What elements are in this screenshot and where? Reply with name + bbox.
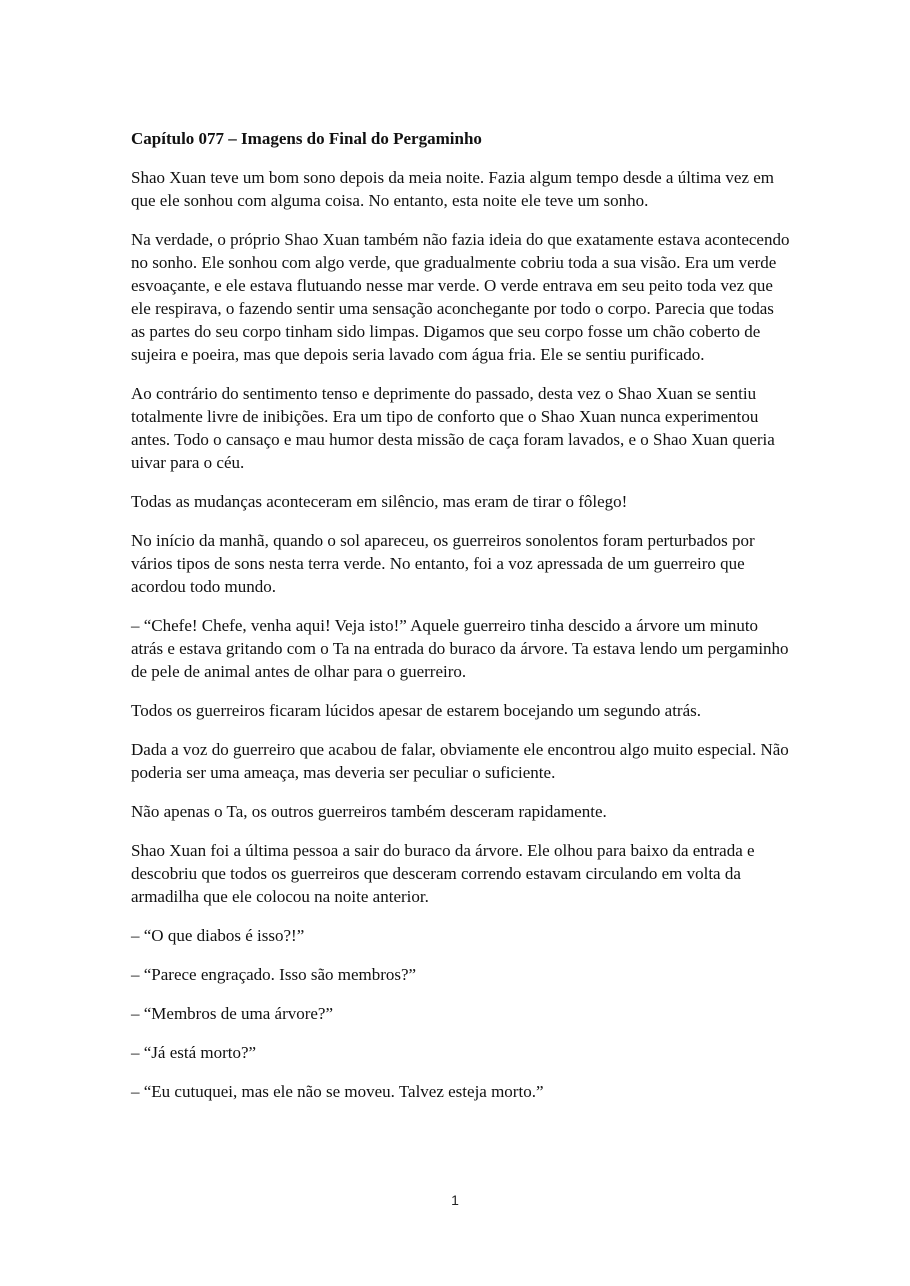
dialogue-line: – “Membros de uma árvore?” [131, 1004, 334, 1023]
paragraph: Todas as mudanças aconteceram em silêncio, mas eram de tirar o fôlego! [131, 492, 628, 511]
paragraph: Ao contrário do sentimento tenso e deprimente do passado, desta vez o Shao Xuan se sentiu totalmente livre de inibições. Era um tipo de conforto que o Shao Xuan nunca experimentou antes. Todo o cansaço e mau humor desta missão de caça foram lavados, e o Shao Xuan queria uivar para o céu. [131, 384, 775, 472]
paragraph: Na verdade, o próprio Shao Xuan também não fazia ideia do que exatamente estava acontecendo no sonho. Ele sonhou com algo verde, que gradualmente cobriu toda a sua visão. Era um verde esvoaçante, e ele estava flutuando nesse mar verde. O verde entrava em seu peito toda vez que ele respirava, o fazendo sentir uma sensação aconchegante por todo o corpo. Parecia que todas as partes do seu corpo tinham sido limpas. Digamos que seu corpo fosse um chão coberto de sujeira e poeira, mas que depois seria lavado com água fria. Ele se sentiu purificado. [131, 230, 790, 364]
document-body [131, 127, 791, 1119]
paragraph: No início da manhã, quando o sol apareceu, os guerreiros sonolentos foram perturbados por vários tipos de sons nesta terra verde. No entanto, foi a voz apressada de um guerreiro que acordou todo mundo. [131, 531, 755, 596]
chapter-title: Capítulo 077 – Imagens do Final do Pergaminho [131, 129, 482, 148]
paragraph: Não apenas o Ta, os outros guerreiros também desceram rapidamente. [131, 802, 607, 821]
dialogue-line: – “Já está morto?” [131, 1043, 257, 1062]
dialogue-line: – “O que diabos é isso?!” [131, 926, 305, 945]
dialogue-line: – “Eu cutuquei, mas ele não se moveu. Talvez esteja morto.” [131, 1082, 544, 1101]
paragraph: Shao Xuan foi a última pessoa a sair do buraco da árvore. Ele olhou para baixo da entrada e descobriu que todos os guerreiros que desceram correndo estavam circulando em volta da armadilha que ele colocou na noite anterior. [131, 841, 755, 906]
dialogue-line: – “Parece engraçado. Isso são membros?” [131, 965, 417, 984]
paragraph: Dada a voz do guerreiro que acabou de falar, obviamente ele encontrou algo muito especial. Não poderia ser uma ameaça, mas deveria ser peculiar o suficiente. [131, 740, 789, 782]
paragraph: Todos os guerreiros ficaram lúcidos apesar de estarem bocejando um segundo atrás. [131, 701, 702, 720]
paragraph: Shao Xuan teve um bom sono depois da meia noite. Fazia algum tempo desde a última vez em que ele sonhou com alguma coisa. No entanto, esta noite ele teve um sonho. [131, 168, 775, 210]
paragraph: – “Chefe! Chefe, venha aqui! Veja isto!” Aquele guerreiro tinha descido a árvore um minuto atrás e estava gritando com o Ta na entrada do buraco da árvore. Ta estava lendo um pergaminho de pele de animal antes de olhar para o guerreiro. [131, 616, 789, 681]
page-number: 1 [451, 1192, 459, 1208]
